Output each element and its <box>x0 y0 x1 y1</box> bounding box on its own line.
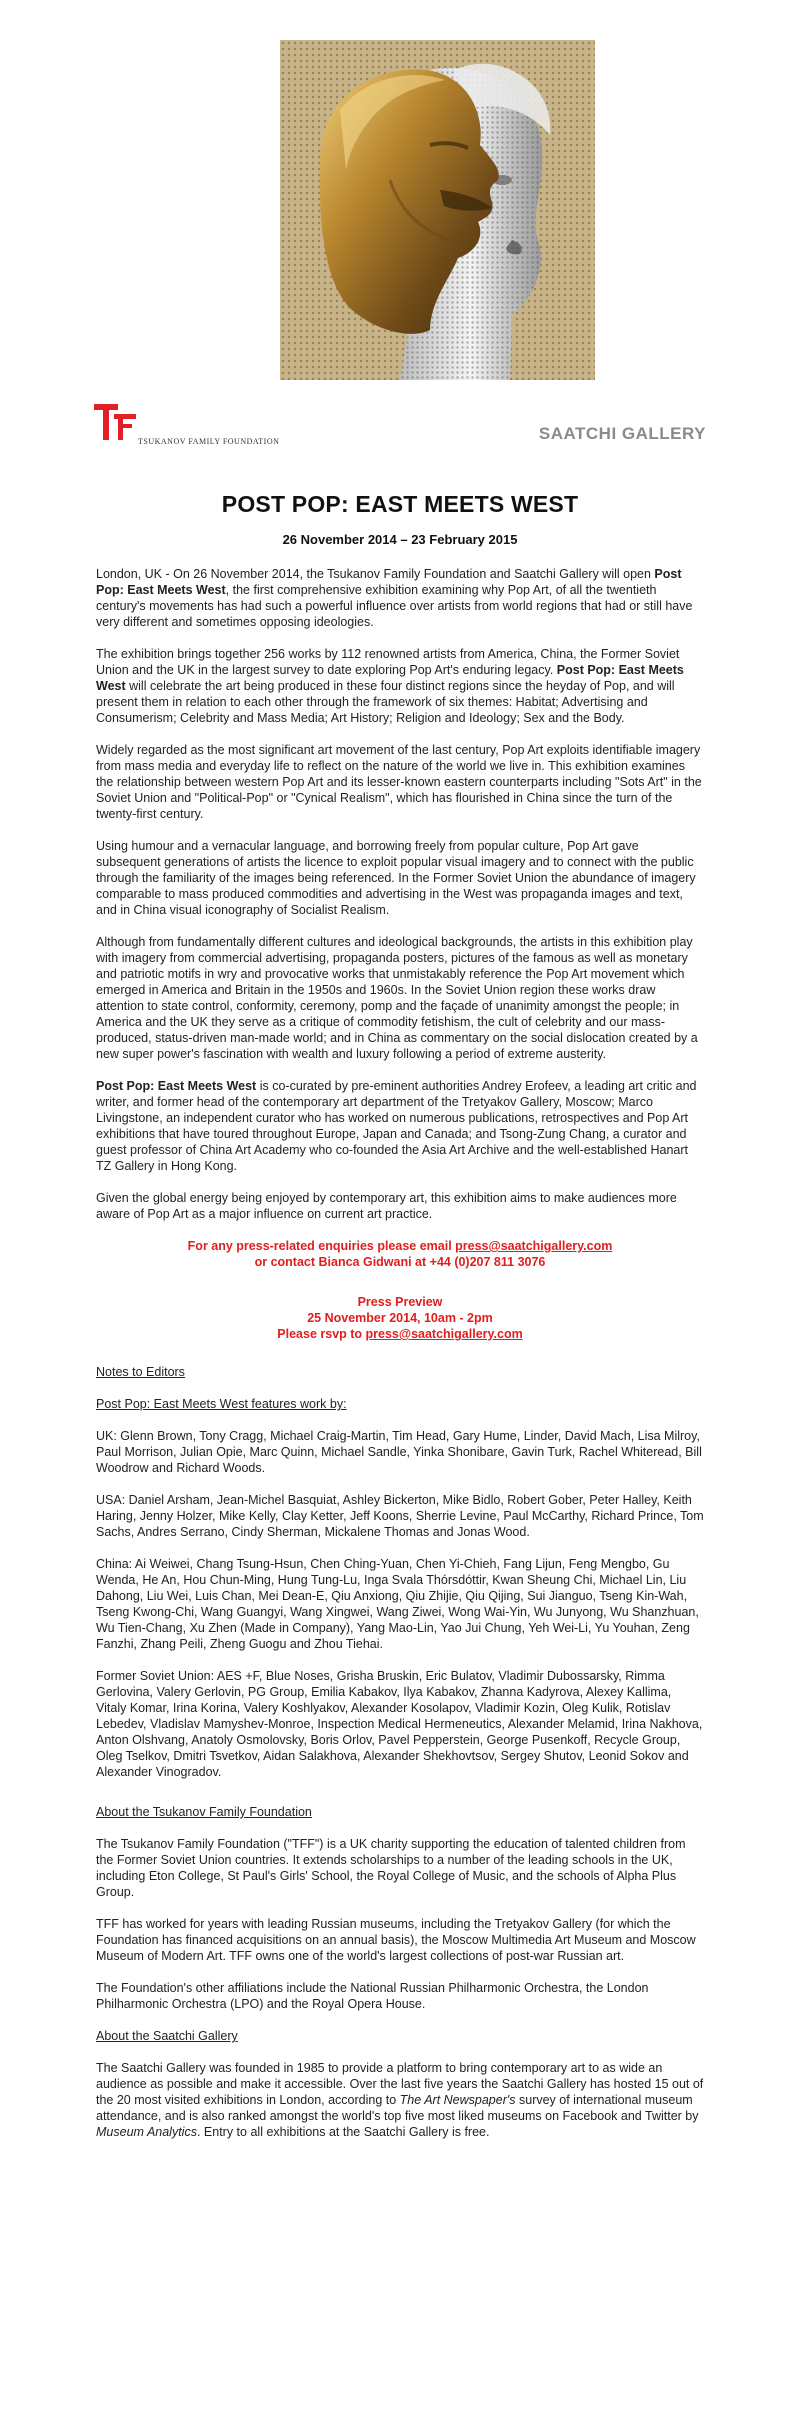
text: will celebrate the art being produced in these four distinct regions since the heyday of Pop, and will present them in relation to each other through the framework of six themes: Habitat; Advertising and Consumerism; Celebrity and Mass Media; Art History; Religion and Ideology; Sex and the Body. <box>96 679 675 725</box>
exhibition-name: Post Pop: East Meets West <box>96 663 684 693</box>
rsvp-line <box>96 1326 704 1342</box>
publication-name: The Art Newspaper's <box>399 2093 516 2107</box>
text: The Saatchi Gallery was founded in 1985 to provide a platform to bring contemporary art to as wide an audience as possible and make it accessible. Over the last five years the Saatchi Gallery has hosted 15 out of the 20 most visited exhibitions in London, according to <box>96 2061 704 2107</box>
page-title: POST POP: EAST MEETS WEST <box>221 491 579 517</box>
artists-former-soviet-union: Former Soviet Union: AES +F, Blue Noses, Grisha Bruskin, Eric Bulatov, Vladimir Dubossarsky, Rimma Gerlovina, Valery Gerlovin, PG Group, Emilia Kabakov, Ilya Kabakov, Zhanna Kadyrova, Alexey Kallima, Vitaly Komar, Irina Korina, Valery Koshlyakov, Alexander Kosolapov, Vladimir Kozin, Oleg Kulik, Rotislav Lebedev, Vladislav Mamyshev-Monroe, Inspection Medical Hermeneutics, Alexander Melamid, Irina Nakhova, Anton Olshvang, Anatoly Osmolovsky, Boris Orlov, Pavel Pepperstein, George Pusenkoff, Recycle Group, Oleg Tselkov, Dmitri Tsvetkov, Aidan Salakhova, Alexander Shekhovtsov, Sergey Shutov, Leonid Sokov and Alexander Vinogradov. <box>96 1669 703 1779</box>
exhibition-dates: 26 November 2014 – 23 February 2015 <box>282 532 518 547</box>
intro-paragraph-1 <box>96 566 704 630</box>
features-heading: Post Pop: East Meets West features work by: <box>96 1397 347 1411</box>
curators-paragraph <box>96 1078 704 1174</box>
exhibition-name: Post Pop: East Meets West <box>96 567 682 597</box>
text: Please rsvp to <box>277 1327 366 1341</box>
press-email-link[interactable]: press@saatchigallery.com <box>455 1239 613 1253</box>
tff-logo-mark <box>94 404 138 446</box>
about-saatchi-heading: About the Saatchi Gallery <box>96 2029 238 2043</box>
text: . Entry to all exhibitions at the Saatchi Gallery is free. <box>196 2125 490 2139</box>
intro-paragraph-7: Given the global energy being enjoyed by contemporary art, this exhibition aims to make audiences more aware of Pop Art as a major influence on current art practice. <box>96 1191 677 1221</box>
press-preview-date: 25 November 2014, 10am - 2pm <box>307 1311 493 1325</box>
about-tff-heading: About the Tsukanov Family Foundation <box>96 1805 312 1819</box>
artists-usa: USA: Daniel Arsham, Jean-Michel Basquiat, Ashley Bickerton, Mike Bidlo, Robert Gober, Peter Halley, Keith Haring, Jenny Holzer, Mike Kelly, Clay Ketter, Jeff Koons, Sherrie Levine, Paul McCarthy, Richard Prince, Tom Sachs, Andres Serrano, Cindy Sherman, Mickalene Thomas and Jonas Wood. <box>96 1493 704 1539</box>
about-tff-paragraph-2: TFF has worked for years with leading Russian museums, including the Tretyakov Gallery (for which the Foundation has financed acquisitions on an annual basis), the Moscow Multimedia Art Museum and Moscow Museum of Modern Art. TFF owns one of the world's largest collections of post-war Russian art. <box>96 1917 696 1963</box>
text: , the first comprehensive exhibition examining why Pop Art, of all the twentieth century's movements has had such a powerful influence over artists from world regions that had or still have very different and sometimes opposing ideologies. <box>96 583 693 629</box>
text: London, UK - On 26 November 2014, the Tsukanov Family Foundation and Saatchi Gallery will open <box>96 567 655 581</box>
about-tff-paragraph-3: The Foundation's other affiliations include the National Russian Philharmonic Orchestra, the London Philharmonic Orchestra (LPO) and the Royal Opera House. <box>96 1981 649 2011</box>
artists-china: China: Ai Weiwei, Chang Tsung-Hsun, Chen Ching-Yuan, Chen Yi-Chieh, Fang Lijun, Feng Mengbo, Gu Wenda, He An, Hou Chun-Ming, Hung Tung-Lu, Inga Svala Thórsdóttir, Kwan Sheung Chi, Michael Lin, Liu Dahong, Liu Wei, Luis Chan, Mei Dean-E, Qiu Anxiong, Qiu Zhijie, Qiu Qijing, Sui Jianguo, Tseng Kin-Wah, Tseng Kwong-Chi, Wang Guangyi, Wang Xingwei, Wang Ziwei, Wong Wai-Yin, Wu Junyong, Wu Shanzhuan, Wu Tien-Chang, Xu Zhen (Made in Company), Yang Mao-Lin, Yao Jui Chung, Yeh Wei-Li, Yu Youhan, Zeng Fanzhi, Zhang Peili, Zheng Guogu and Zhou Tiehai. <box>96 1557 699 1651</box>
logos-row <box>94 404 706 452</box>
intro-paragraph-4: Using humour and a vernacular language, and borrowing freely from popular culture, Pop Art gave subsequent generations of artists the licence to exploit popular visual imagery and to connect with the public through the familiarity of the images being referenced. In the Former Soviet Union the abundance of imagery comparable to mass produced commodities and advertising in the West was propaganda images and text, and in China visual iconography of Socialist Realism. <box>96 839 696 917</box>
text: The exhibition brings together 256 works by 112 renowned artists from America, China, the Former Soviet Union and the UK in the largest survey to date exploring Pop Art's enduring legacy. <box>96 647 680 677</box>
intro-paragraph-2 <box>96 646 704 726</box>
press-release <box>96 490 704 2156</box>
artists-uk: UK: Glenn Brown, Tony Cragg, Michael Craig-Martin, Tim Head, Gary Hume, Linder, David Mach, Lisa Milroy, Paul Morrison, Julian Opie, Marc Quinn, Michael Sandle, Yinka Shonibare, Gavin Turk, Rachel Whiteread, Bill Woodrow and Richard Woods. <box>96 1429 702 1475</box>
rsvp-email-link[interactable]: press@saatchigallery.com <box>365 1327 523 1341</box>
about-saatchi-paragraph <box>96 2060 704 2140</box>
press-preview <box>96 1294 704 1342</box>
exhibition-name: Post Pop: East Meets West <box>96 1079 257 1093</box>
source-name: Museum Analytics <box>96 2125 197 2139</box>
tff-logo-text: TSUKANOV FAMILY FOUNDATION <box>138 437 280 446</box>
notes-heading: Notes to Editors <box>96 1365 185 1379</box>
about-tff-paragraph-1: The Tsukanov Family Foundation ("TFF") is a UK charity supporting the education of talented children from the Former Soviet Union countries. It extends scholarships to a number of the leading schools in the UK, including Eton College, St Paul's Girls' School, the Royal College of Music, and the schools of Alpha Plus Group. <box>96 1837 686 1899</box>
press-contact <box>96 1238 704 1270</box>
press-phone-line: or contact Bianca Gidwani at +44 (0)207 811 3076 <box>254 1255 546 1269</box>
hero-artwork <box>280 40 595 380</box>
text: For any press-related enquiries please email <box>187 1239 456 1253</box>
press-email-line <box>96 1238 704 1254</box>
text: is co-curated by pre-eminent authorities Andrey Erofeev, a leading art critic and writer, and former head of the contemporary art department of the Tretyakov Gallery, Moscow; Marco Livingstone, an independent curator who has worked on numerous publications, retrospectives and Pop Art exhibitions that have toured throughout Europe, Japan and Canada; and Tsong-Zung Chang, a curator and guest professor of China Art Academy who co-founded the Asia Art Archive and the well-established Hanart TZ Gallery in Hong Kong. <box>96 1079 697 1173</box>
saatchi-gallery-logo: SAATCHI GALLERY <box>538 424 706 443</box>
hero-image <box>280 40 595 380</box>
intro-paragraph-5: Although from fundamentally different cultures and ideological backgrounds, the artists in this exhibition play with imagery from commercial advertising, propaganda posters, pictures of the famous as well as monetary and patriotic motifs in wry and provocative works that unmistakably reference the Pop Art movement which emerged in America and Britain in the 1950s and 1960s. In the Soviet Union region these works draw attention to state control, conformity, ceremony, pomp and the façade of unanimity amongst the people; in America and the UK they serve as a critique of commodity fetishism, the cult of celebrity and our mass-produced, status-driven man-made world; and in China as commentary on the social dislocation created by a new super power's fascination with wealth and luxury following a period of extreme austerity. <box>96 935 698 1061</box>
press-preview-title: Press Preview <box>357 1295 443 1309</box>
intro-paragraph-3: Widely regarded as the most significant art movement of the last century, Pop Art exploits identifiable imagery from mass media and everyday life to reflect on the nature of the world we live in. This exhibition examines the relationship between western Pop Art and its lesser-known eastern counterparts including "Sots Art" in the Soviet Union and "Political-Pop" or "Cynical Realism", which has flourished in China since the turn of the twenty-first century. <box>96 743 702 821</box>
text: survey of international museum attendance, and is also ranked amongst the world's top five most liked museums on Facebook and Twitter by <box>96 2093 699 2123</box>
